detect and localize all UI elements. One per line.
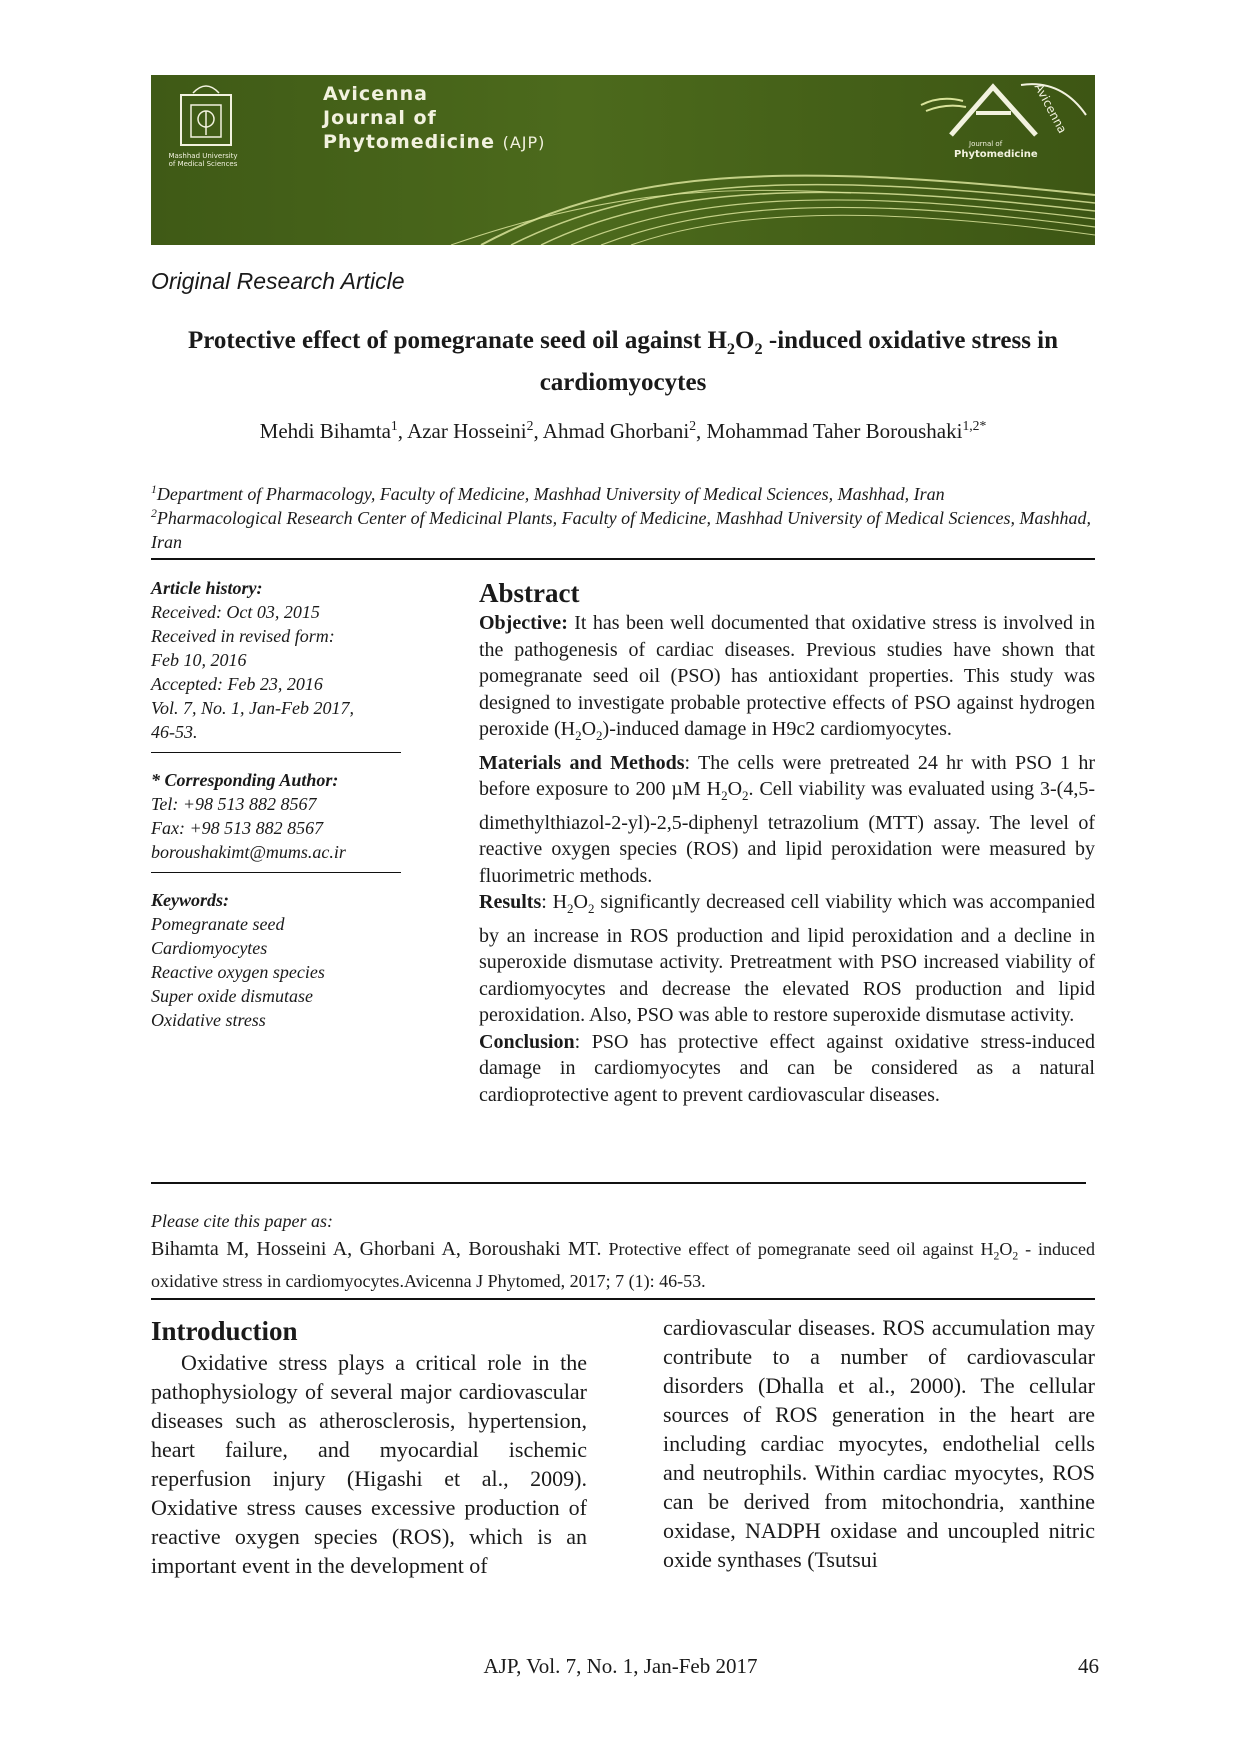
author: Ahmad Ghorbani bbox=[542, 419, 690, 443]
abstract-methods: Materials and Methods: The cells were pretreated 24 hr with PSO 1 hr before exposure to 200 µM $H_2O_2$. Cell viability was evaluated using 3-(4,5-dimethylthiazol-2-yl)-2,5-diphenyl tetrazolium (MTT) assay. The level of reactive oxygen species (ROS) and lipid peroxidation were measured by fluorimetric methods. bbox=[479, 751, 1095, 887]
abstract-section bbox=[479, 576, 1095, 1108]
keyword: Oxidative stress bbox=[151, 1010, 266, 1030]
affiliation-2: $^2$Pharmacological Research Center of Medicinal Plants, Faculty of Medicine, Mashhad University of Medical Sciences, Mashhad, Iran bbox=[151, 507, 1091, 552]
divider bbox=[151, 1298, 1095, 1300]
journal-name-line1: Avicenna bbox=[323, 83, 428, 105]
page-number: 46 bbox=[1078, 1654, 1099, 1678]
author: Azar Hosseini bbox=[407, 419, 527, 443]
article-history: Article history: Received: Oct 03, 2015 Received in revised form: Feb 10, 2016 Accepted: Feb 23, 2016 Vol. 7, No. 1, Jan-Feb 2017, 46-53. bbox=[151, 578, 354, 742]
intro-right-column: cardiovascular diseases. ROS accumulation may contribute to a number of cardiovascular disorders (Dhalla et al., 2000). The cellular sources of ROS generation in the heart are including cardiac myocytes, endothelial cells and neutrophils. Within cardiac myocytes, ROS can be derived from mitochondria, xanthine oxidase, NADPH oxidase and uncoupled nitric oxide synthases (Tsutsui bbox=[663, 1315, 1095, 1572]
journal-banner bbox=[151, 75, 1095, 245]
affiliation-1: $^1$Department of Pharmacology, Faculty of Medicine, Mashhad University of Medical Sciences, Mashhad, Iran bbox=[151, 483, 945, 504]
abstract-objective: Objective: It has been well documented that oxidative stress is involved in the pathogenesis of cardiac diseases. Previous studies have shown that pomegranate seed oil (PSO) has antioxidant properties. This study was designed to investigate probable protective effects of PSO against hydrogen peroxide $(H_2O_2)$-induced damage in H9c2 cardiomyocytes. bbox=[479, 612, 1095, 743]
journal-name-line3: Phytomedicine (AJP) bbox=[323, 131, 546, 153]
keyword: Super oxide dismutase bbox=[151, 986, 313, 1006]
university-emblem-icon bbox=[181, 86, 231, 145]
author: Mehdi Bihamta bbox=[259, 419, 391, 443]
introduction-heading: Introduction bbox=[151, 1316, 298, 1346]
abstract-heading: Abstract bbox=[479, 578, 580, 608]
citation-text: Bihamta M, Hosseini A, Ghorbani A, Boroushaki MT. Protective effect of pomegranate seed oil against $H_2O_2$ - induced oxidative stress in cardiomyocytes.Avicenna J Phytomed, 2017; 7 (1): 46-53. bbox=[151, 1238, 1096, 1291]
right-logo-sub1: Journal of bbox=[969, 140, 1003, 148]
university-caption: Mashhad University of Medical Sciences bbox=[168, 152, 238, 168]
intro-left-column: Oxidative stress plays a critical role in the pathophysiology of several major cardiovascular diseases such as atherosclerosis, hypertension, heart failure, and myocardial ischemic reperfusion injury (Higashi et al., 2009). Oxidative stress causes excessive production of reactive oxygen species (ROS), which is an important event in the development of bbox=[151, 1350, 587, 1578]
citation-label: Please cite this paper as: bbox=[151, 1211, 333, 1231]
keyword: Cardiomyocytes bbox=[151, 938, 268, 958]
keyword: Reactive oxygen species bbox=[151, 962, 325, 982]
journal-name-line2: Journal of bbox=[323, 107, 437, 129]
right-logo-top: Avicenna bbox=[1031, 81, 1070, 136]
divider bbox=[151, 1182, 1086, 1184]
right-logo-sub2: Phytomedicine bbox=[954, 149, 1038, 160]
corresponding-author: * Corresponding Author: Tel: +98 513 882 8567 Fax: +98 513 882 8567 boroushakimt@mums.ac.ir bbox=[151, 768, 421, 864]
divider bbox=[151, 558, 1095, 560]
author-list: Mehdi Bihamta$^1$, Azar Hosseini$^2$, Ahmad Ghorbani$^2$, Mohammad Taher Boroushaki$^{1,2*}$ bbox=[259, 418, 987, 443]
banner-graphic bbox=[151, 75, 1095, 245]
footer-journal: AJP, Vol. 7, No. 1, Jan-Feb 2017 bbox=[483, 1654, 758, 1678]
email-link[interactable]: boroushakimt@mums.ac.ir bbox=[151, 842, 346, 862]
author: Mohammad Taher Boroushaki bbox=[706, 419, 963, 443]
keywords: Keywords: Pomegranate seed Cardiomyocytes Reactive oxygen species Super oxide dismutase Oxidative stress bbox=[151, 888, 421, 1032]
journal-abbrev: (AJP) bbox=[502, 133, 546, 152]
paper-title: Protective effect of pomegranate seed oil against $H_2O_2$ -induced oxidative stress in cardiomyocytes bbox=[187, 327, 1059, 396]
keyword: Pomegranate seed bbox=[151, 914, 285, 934]
sidebar-divider bbox=[151, 872, 401, 873]
abstract-results: Results: $H_2O_2$ significantly decreased cell viability which was accompanied by an increase in ROS production and lipid peroxidation and a decline in superoxide dismutase activity. Pretreatment with PSO increased viability of cardiomyocytes and decrease the elevated ROS production and lipid peroxidation. Also, PSO was able to restore superoxide dismutase activity. bbox=[479, 891, 1095, 1026]
article-type: Original Research Article bbox=[151, 268, 405, 294]
abstract-conclusion: Conclusion: PSO has protective effect against oxidative stress-induced damage in cardiomyocytes and can be considered as a natural cardioprotective agent to prevent cardiovascular diseases. bbox=[479, 1030, 1095, 1106]
sidebar-divider bbox=[151, 752, 401, 753]
